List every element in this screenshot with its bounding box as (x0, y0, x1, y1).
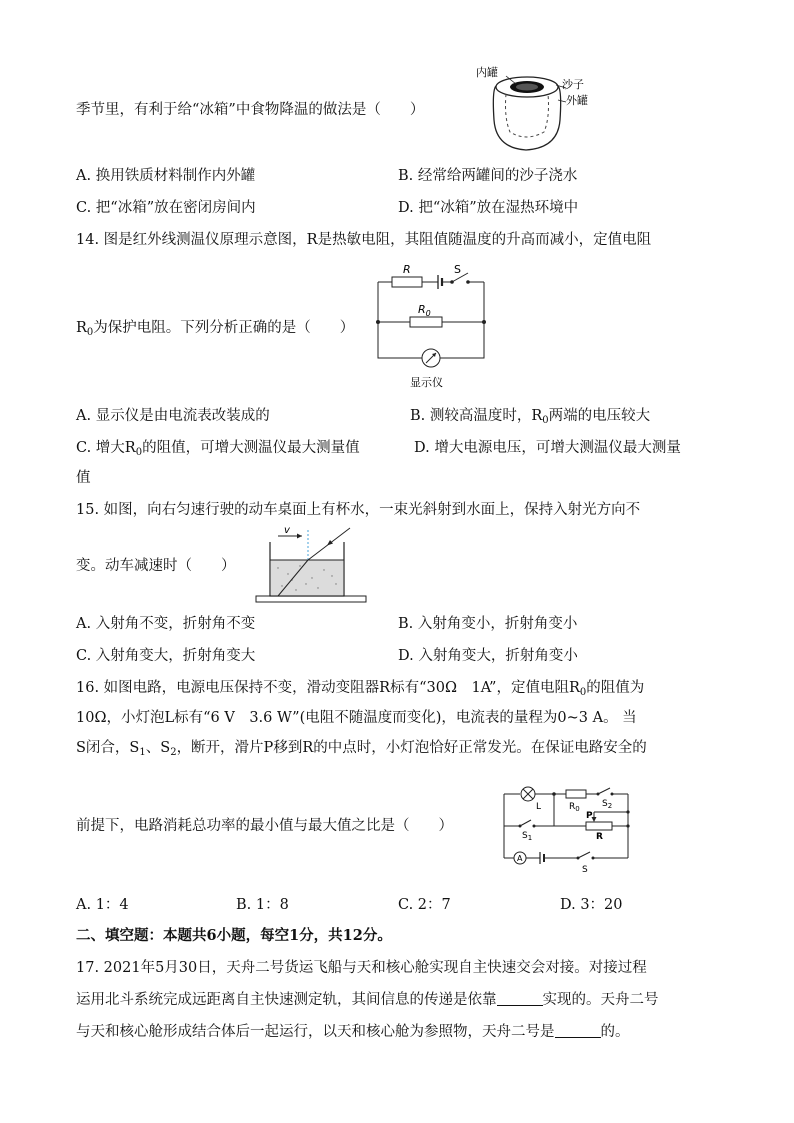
label-s: S (454, 263, 461, 276)
q17-blank-2[interactable] (555, 1023, 601, 1038)
q16-option-d: D. 3：20 (560, 897, 623, 913)
label-inner-pot: 内罐 (476, 66, 498, 79)
label-outer-pot: 外罐 (566, 94, 588, 107)
label-sand: 沙子 (562, 78, 584, 91)
label-r0: $R_0$ (569, 802, 580, 813)
q14-option-d: D. 增大电源电压，可增大测温仪最大测量 (414, 440, 681, 456)
label-r0: $R_0$ (418, 303, 431, 318)
label-l: L (536, 802, 542, 812)
q16-circuit-figure (498, 782, 634, 876)
q14-stem-line2: $R_0$为保护电阻。下列分析正确的是（ ） (76, 320, 355, 338)
q14-stem-line1: 14. 图是红外线测温仪原理示意图，R是热敏电阻，其阻值随温度的升高而减小，定值电阻 (76, 232, 652, 248)
q14-option-b: B. 测较高温度时，$R_0$两端的电压较大 (410, 408, 651, 426)
q13-option-d: D. 把“冰箱”放在湿热环境中 (398, 200, 579, 216)
q13-stem: 季节里，有利于给“冰箱”中食物降温的做法是（ ） (76, 102, 425, 118)
q15-option-d: D. 入射角变大，折射角变小 (398, 648, 578, 664)
q16-option-b: B. 1：8 (236, 897, 289, 913)
q17-blank-1[interactable] (497, 991, 543, 1006)
q16-option-c: C. 2：7 (398, 897, 451, 913)
label-r: R (596, 832, 603, 842)
q15-water-cup-figure (252, 526, 372, 606)
q13-option-c: C. 把“冰箱”放在密闭房间内 (76, 200, 256, 216)
label-s: S (582, 865, 588, 875)
q16-stem-line4: 前提下，电路消耗总功率的最小值与最大值之比是（ ） (76, 818, 453, 834)
section-2-title: 二、填空题：本题共6小题，每空1分，共12分。 (76, 927, 392, 944)
q16-option-a: A. 1：4 (76, 897, 129, 913)
label-p: P (586, 811, 593, 821)
q15-stem-line1: 15. 如图，向右匀速行驶的动车桌面上有杯水，一束光斜射到水面上，保持入射光方向不 (76, 502, 641, 518)
q14-option-d-cont: 值 (76, 470, 91, 486)
q13-clay-pot-figure (470, 60, 600, 160)
q15-option-a: A. 入射角不变，折射角不变 (76, 616, 256, 632)
q16-stem-line2: 10Ω，小灯泡L标有“6 V 3.6 W”(电阻不随温度而变化)，电流表的量程为0~3 A。 当 (76, 710, 637, 726)
q15-option-b: B. 入射角变小，折射角变小 (398, 616, 578, 632)
q13-option-b: B. 经常给两罐间的沙子浇水 (398, 168, 578, 184)
q17-stem-line3: 与天和核心舱形成结合体后一起运行，以天和核心舱为参照物，天舟二号是 的。 (76, 1024, 630, 1040)
label-v: v (284, 525, 290, 536)
ammeter-label-a: A (517, 854, 523, 863)
q15-option-c: C. 入射角变大，折射角变大 (76, 648, 256, 664)
q14-option-c: C. 增大$R_0$的阻值，可增大测温仪最大测量值 (76, 440, 360, 458)
q17-stem-line2: 运用北斗系统完成远距离自主快速测定轨，其间信息的传递是依靠 实现的。天舟二号 (76, 992, 659, 1008)
label-meter: 显示仪 (410, 376, 443, 389)
label-s2: $S_2$ (602, 799, 613, 810)
label-r: R (403, 263, 411, 276)
q14-circuit-figure (372, 262, 492, 392)
label-s1: $S_1$ (522, 831, 533, 842)
q16-stem-line1: 16. 如图电路，电源电压保持不变，滑动变阻器R标有“30Ω 1A”，定值电阻$R_0$的阻值为 (76, 680, 645, 698)
q17-stem-line1: 17. 2021年5月30日，天舟二号货运飞船与天和核心舱实现自主快速交会对接。对接过程 (76, 960, 647, 976)
q13-option-a: A. 换用铁质材料制作内外罐 (76, 168, 256, 184)
q16-stem-line3: S闭合，$S_1$、$S_2$，断开，滑片P移到R的中点时，小灯泡恰好正常发光。在保证电路安全的 (76, 740, 647, 758)
q14-option-a: A. 显示仪是由电流表改装成的 (76, 408, 270, 424)
q15-stem-line2: 变。动车减速时（ ） (76, 558, 236, 574)
